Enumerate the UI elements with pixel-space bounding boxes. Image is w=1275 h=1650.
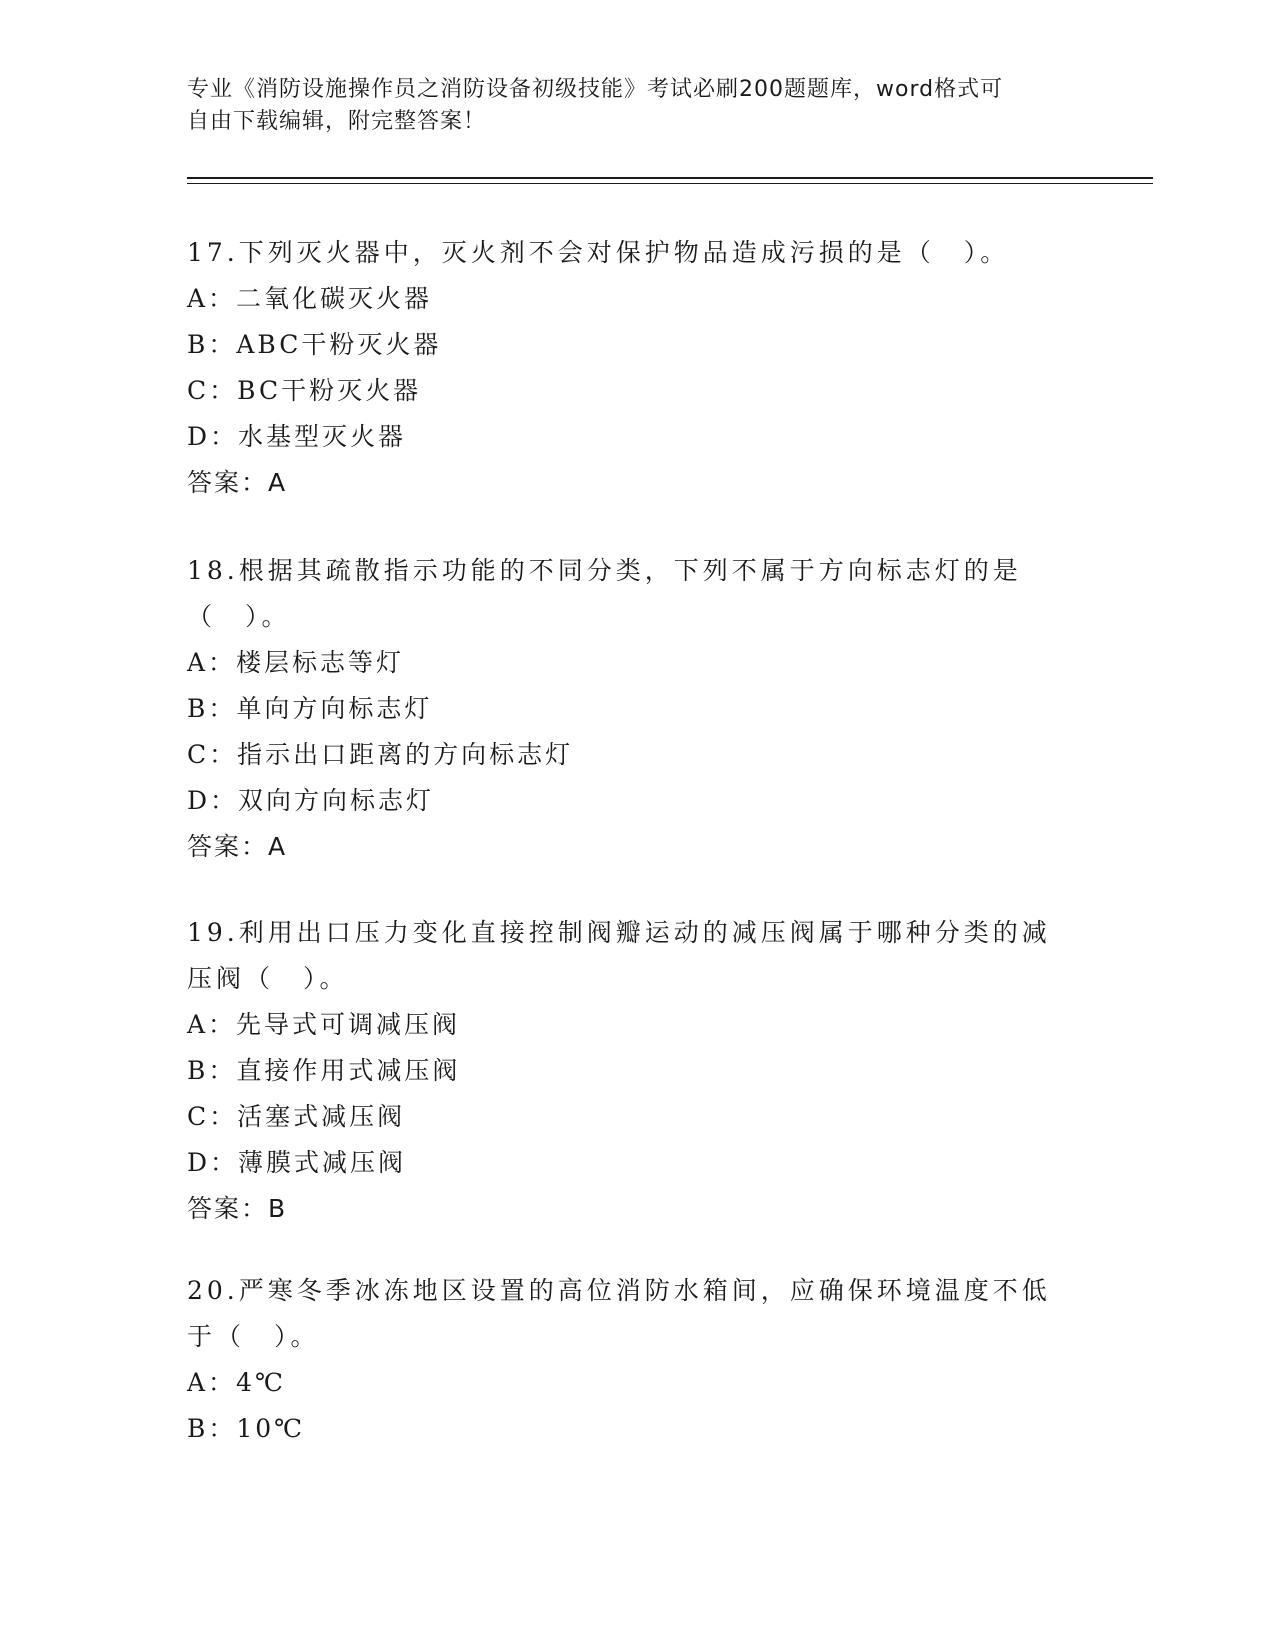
option-d: D：薄膜式减压阀 xyxy=(187,1148,407,1177)
document-header xyxy=(187,74,1067,138)
option-a: A：楼层标志等灯 xyxy=(187,648,405,677)
option-c: C：活塞式减压阀 xyxy=(187,1102,406,1131)
answer: 答案：B xyxy=(187,1194,288,1223)
question-17 xyxy=(187,230,1087,506)
answer: 答案：A xyxy=(187,832,288,861)
option-a: A：先导式可调减压阀 xyxy=(187,1010,461,1039)
option-d: D：水基型灭火器 xyxy=(187,422,407,451)
question-stem: 17.下列灭火器中，灭火剂不会对保护物品造成污损的是（ ）。 xyxy=(187,238,1010,267)
header-line-2: 自由下载编辑，附完整答案！ xyxy=(187,109,487,134)
question-18 xyxy=(187,548,1047,870)
option-c: C：BC干粉灭火器 xyxy=(187,376,422,405)
question-19 xyxy=(187,910,1067,1232)
option-d: D：双向方向标志灯 xyxy=(187,786,435,815)
question-20 xyxy=(187,1268,1067,1452)
header-rule-thin xyxy=(187,183,1153,184)
option-b: B：10℃ xyxy=(187,1414,306,1443)
option-b: B：单向方向标志灯 xyxy=(187,694,433,723)
question-stem: 20.严寒冬季冰冻地区设置的高位消防水箱间，应确保环境温度不低于（ ）。 xyxy=(187,1276,1051,1351)
option-b: B：ABC干粉灭火器 xyxy=(187,330,442,359)
header-rule-thick xyxy=(187,177,1153,179)
option-a: A：二氧化碳灭火器 xyxy=(187,284,433,313)
header-line-1: 专业《消防设施操作员之消防设备初级技能》考试必刷200题题库，word格式可 xyxy=(187,77,1004,102)
question-stem: 19.利用出口压力变化直接控制阀瓣运动的减压阀属于哪种分类的减压阀（ ）。 xyxy=(187,918,1051,993)
question-stem: 18.根据其疏散指示功能的不同分类，下列不属于方向标志灯的是（ ）。 xyxy=(187,556,1022,631)
answer: 答案：A xyxy=(187,468,288,497)
option-b: B：直接作用式减压阀 xyxy=(187,1056,461,1085)
option-a: A：4℃ xyxy=(187,1368,286,1397)
option-c: C：指示出口距离的方向标志灯 xyxy=(187,740,574,769)
